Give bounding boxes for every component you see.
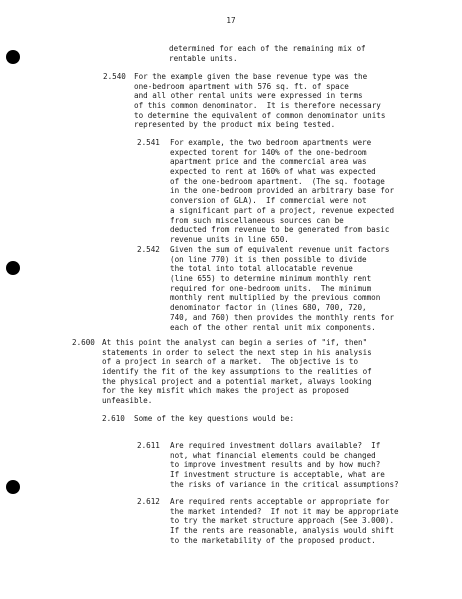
text-line: For example, the two bedroom apartments were [170, 138, 372, 147]
text-line: one-bedroom apartment with 576 sq. ft. of space [134, 81, 349, 91]
text-line: in the one-bedroom provided an arbitrary base for [170, 186, 395, 196]
text-line: from such miscellaneous sources can be [170, 215, 344, 225]
text-line: Some of the key questions would be: [134, 414, 295, 423]
section-body [170, 497, 399, 545]
text-line: the market intended? If not it may be appropriate [170, 506, 399, 516]
section-body [134, 72, 385, 130]
text-line: to try the market structure approach (See 3.000). [170, 516, 395, 526]
text-line: If the rents are reasonable, analysis would shift [170, 526, 395, 536]
text-line: rentable units. [169, 53, 238, 63]
text-line: unfeasible. [102, 396, 153, 406]
section-number: 2.611 [137, 441, 160, 450]
text-line: and all other rental units were expressed in terms [134, 91, 363, 101]
section-body [102, 338, 372, 406]
text-line: expected torent for 140% of the one-bedroom [170, 147, 367, 157]
section-body [170, 441, 399, 489]
text-line: revenue units in line 650. [170, 234, 289, 244]
text-line: (line 655) to determine minimum monthly rent [170, 274, 372, 284]
text-line: not, what financial elements could be changed [170, 450, 376, 460]
text-line: deducted from revenue to be generated from basic [170, 225, 390, 235]
section-body [170, 245, 394, 332]
text-line: of a project in search of a market. The objective is to [102, 357, 359, 367]
text-line: monthly rent multiplied by the previous common [170, 293, 381, 303]
text-line: For the example given the base revenue type was the [134, 72, 368, 81]
text-line: the risks of variance in the critical assumptions? [170, 479, 399, 489]
binder-hole [6, 480, 20, 494]
text-line: conversion of GLA). If commercial were not [170, 196, 367, 206]
section-number: 2.600 [72, 338, 95, 347]
binder-hole [6, 261, 20, 275]
text-line: Are required rents acceptable or appropriate for [170, 497, 390, 506]
section-number: 2.610 [102, 414, 125, 423]
text-line: Are required investment dollars available? If [170, 441, 381, 450]
page-number: 17 [226, 16, 236, 25]
text-line: apartment price and the commercial area was [170, 157, 367, 167]
text-line: to the marketability of the proposed product. [170, 535, 376, 545]
text-line: statements in order to select the next step in his analysis [102, 347, 372, 357]
text-line: required for one-bedroom units. The minimum [170, 283, 372, 293]
text-line: If investment structure is acceptable, what are [170, 470, 385, 480]
text-line: Given the sum of equivalent revenue unit factors [170, 245, 390, 254]
text-line: (on line 770) it is then possible to divide [170, 254, 367, 264]
section-body [170, 138, 394, 245]
text-line: determined for each of the remaining mix of [169, 44, 366, 53]
text-line: identify the fit of the key assumptions to the realities of [102, 367, 372, 377]
text-line: of this common denominator. It is therefore necessary [134, 101, 381, 111]
text-line: denominator factor in (lines 680, 700, 720, [170, 303, 367, 313]
text-line: to improve investment results and by how much? [170, 460, 381, 470]
section-number: 2.540 [103, 72, 126, 81]
text-line: to determine the equivalent of common denominator units [134, 110, 386, 120]
section-number: 2.612 [137, 497, 160, 506]
binder-hole [6, 50, 20, 64]
section-number: 2.542 [137, 245, 160, 254]
text-line: represented by the product mix being tested. [134, 120, 336, 130]
section-body [134, 414, 294, 424]
text-line: of the one-bedroom apartment. (The sq. footage [170, 176, 385, 186]
text-line: the physical project and a potential market, always looking [102, 376, 372, 386]
top-continuation [169, 44, 449, 63]
text-line: expected to rent at 160% of what was expected [170, 167, 376, 177]
text-line: for the key misfit which makes the project as proposed [102, 386, 349, 396]
section-number: 2.541 [137, 138, 160, 147]
text-line: each of the other rental unit mix components. [170, 322, 376, 332]
text-line: the total into total allocatable revenue [170, 264, 353, 274]
text-line: a significant part of a project, revenue expected [170, 205, 395, 215]
text-line: At this point the analyst can begin a series of "if, then" [102, 338, 368, 347]
text-line: 740, and 760) then provides the monthly rents for [170, 312, 395, 322]
